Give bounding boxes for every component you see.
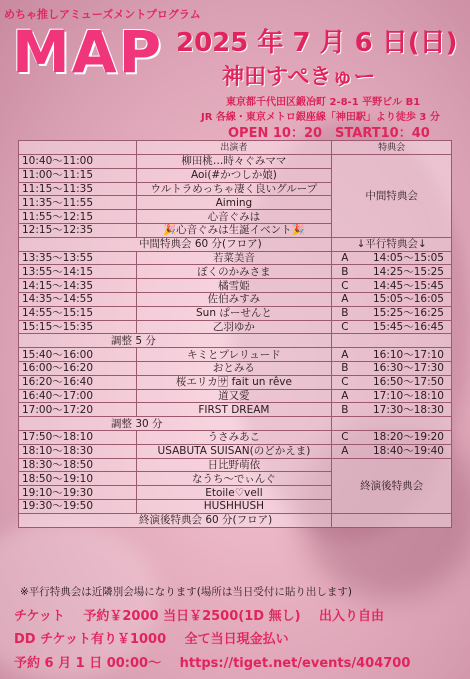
bonus-time: 16:10〜17:10 <box>372 348 444 361</box>
performer-name: 乙羽ゆか <box>136 320 332 334</box>
performer-name: 佐伯みすみ <box>136 292 332 306</box>
table-header-row <box>19 141 452 155</box>
performer-name: ウルトラめっちゃ凄く良いグループ <box>136 182 332 196</box>
table-row <box>19 320 452 334</box>
bonus-cell <box>332 251 452 265</box>
time-slot: 13:55〜14:15 <box>19 265 137 279</box>
ticket-url-link[interactable]: https://tiget.net/events/404700 <box>179 656 411 671</box>
time-slot: 11:15〜11:35 <box>19 182 137 196</box>
note-right-text: ↓平行特典会↓ <box>332 237 452 251</box>
venue-name: 神田すぺきゅー <box>222 65 376 90</box>
bonus-slot: B <box>341 307 349 320</box>
table-row <box>19 444 452 458</box>
bonus-slot: A <box>341 251 349 264</box>
reservation-start: 予約 6 月 1 日 00:00〜 <box>14 656 162 671</box>
time-slot: 14:15〜14:35 <box>19 279 137 293</box>
table-row <box>19 389 452 403</box>
time-slot: 16:20〜16:40 <box>19 375 137 389</box>
table-row <box>19 430 452 444</box>
time-slot: 19:30〜19:50 <box>19 499 137 513</box>
time-slot: 18:30〜18:50 <box>19 458 137 472</box>
time-slot: 16:00〜16:20 <box>19 361 137 375</box>
table-note-row <box>19 417 452 431</box>
time-slot: 11:00〜11:15 <box>19 168 137 182</box>
table-row <box>19 403 452 417</box>
note-text: 調整 30 分 <box>19 417 332 431</box>
time-slot: 18:50〜19:10 <box>19 472 137 486</box>
table-note-row <box>19 334 452 348</box>
bonus-slot: A <box>341 348 349 361</box>
bonus-time: 17:30〜18:30 <box>372 403 444 416</box>
performer-name: 道又愛 <box>136 389 332 403</box>
time-slot: 14:35〜14:55 <box>19 292 137 306</box>
venue-address: 東京都千代田区鍛冶町 2-8-1 平野ビル B1 <box>226 97 421 108</box>
time-slot: 17:00〜17:20 <box>19 403 137 417</box>
column-header-performer: 出演者 <box>136 141 332 155</box>
ticket-line <box>14 605 384 624</box>
bonus-slot: A <box>341 389 349 402</box>
bonus-slot: B <box>341 403 349 416</box>
dd-ticket-line <box>14 628 289 647</box>
performer-name: Sun ぱーせんと <box>136 306 332 320</box>
bonus-time: 18:20〜19:20 <box>372 431 444 444</box>
bonus-cell <box>332 348 452 362</box>
column-header-time <box>19 141 137 155</box>
bonus-time: 16:30〜17:30 <box>372 362 444 375</box>
table-row <box>19 251 452 265</box>
table-note-row <box>19 513 452 527</box>
bonus-cell <box>332 279 452 293</box>
performer-name: HUSHHUSH <box>136 499 332 513</box>
performer-name: なうち〜でぃんぐ <box>136 472 332 486</box>
performer-name: 桜エリカ🈂 fait un rêve <box>136 375 332 389</box>
open-start-time: OPEN 10：20 START10：40 <box>228 126 430 141</box>
bonus-cell <box>332 403 452 417</box>
bonus-cell <box>332 292 452 306</box>
table-note-row <box>19 237 452 251</box>
time-slot: 11:35〜11:55 <box>19 196 137 210</box>
note-right-text <box>332 334 452 348</box>
bonus-cell <box>332 430 452 444</box>
performer-name: 🎉心音ぐみは生誕イベント🎉 <box>136 223 332 237</box>
time-slot: 15:40〜16:00 <box>19 348 137 362</box>
performer-name: ぼくのかみさま <box>136 265 332 279</box>
performer-name: Aoi(#かつしか娘) <box>136 168 332 182</box>
bonus-slot: C <box>341 320 349 333</box>
table-row <box>19 265 452 279</box>
performer-name: 日比野萌依 <box>136 458 332 472</box>
mid-bonus-label: 中間特典会 <box>332 155 452 238</box>
ticket-entry-note: 出入り自由 <box>319 609 385 624</box>
bonus-cell <box>332 361 452 375</box>
note-right-text <box>332 417 452 431</box>
note-text: 終演後特典会 60 分(フロア) <box>19 513 332 527</box>
table-row <box>19 279 452 293</box>
time-slot: 18:10〜18:30 <box>19 444 137 458</box>
bonus-time: 14:45〜15:45 <box>372 279 444 292</box>
bonus-cell <box>332 375 452 389</box>
footnote: ※平行特典会は近隣別会場になります(場所は当日受付に貼り出します) <box>20 586 352 598</box>
bonus-slot: C <box>341 376 349 389</box>
bonus-cell <box>332 306 452 320</box>
tagline: めちゃ推しアミューズメントプログラム <box>4 8 201 21</box>
table-row <box>19 348 452 362</box>
performer-name: 若菜美音 <box>136 251 332 265</box>
event-date: 2025 年 7 月 6 日(日) <box>176 28 458 58</box>
dd-ticket-price: DD チケット有り￥1000 <box>14 632 167 647</box>
bonus-time: 15:05〜16:05 <box>372 293 444 306</box>
bonus-slot: A <box>341 445 349 458</box>
table-row <box>19 361 452 375</box>
table-row <box>19 306 452 320</box>
note-right-text <box>332 513 452 527</box>
performer-name: FIRST DREAM <box>136 403 332 417</box>
performer-name: うさみあこ <box>136 430 332 444</box>
performer-name: USABUTA SUISAN(のどかえま) <box>136 444 332 458</box>
performer-name: キミとプレリュード <box>136 348 332 362</box>
table-row <box>19 292 452 306</box>
performer-name: 橘雪姫 <box>136 279 332 293</box>
bonus-time: 15:45〜16:45 <box>372 320 444 333</box>
timetable <box>18 140 452 528</box>
table-row <box>19 375 452 389</box>
post-bonus-label: 終演後特典会 <box>332 458 452 513</box>
performer-name: おとみる <box>136 361 332 375</box>
ticket-label: チケット <box>14 609 65 624</box>
bonus-time: 14:05〜15:05 <box>372 251 444 264</box>
time-slot: 13:35〜13:55 <box>19 251 137 265</box>
performer-name: Aiming <box>136 196 332 210</box>
time-slot: 11:55〜12:15 <box>19 210 137 224</box>
header <box>0 0 470 150</box>
reservation-line <box>14 652 410 671</box>
table-row <box>19 458 452 472</box>
timetable-body <box>19 155 452 528</box>
time-slot: 14:55〜15:15 <box>19 306 137 320</box>
note-text: 調整 5 分 <box>19 334 332 348</box>
bonus-time: 18:40〜19:40 <box>372 445 444 458</box>
bonus-cell <box>332 444 452 458</box>
venue-access: JR 各線・東京メトロ銀座線「神田駅」より徒歩 3 分 <box>201 112 440 123</box>
bonus-slot: A <box>341 293 349 306</box>
bonus-cell <box>332 320 452 334</box>
bonus-cell <box>332 265 452 279</box>
payment-note: 全て当日現金払い <box>184 632 289 647</box>
note-text: 中間特典会 60 分(フロア) <box>19 237 332 251</box>
performer-name: 心音ぐみは <box>136 210 332 224</box>
time-slot: 19:10〜19:30 <box>19 486 137 500</box>
ticket-price: 予約￥2000 当日￥2500(1D 無し) <box>83 609 301 624</box>
bonus-slot: B <box>341 265 349 278</box>
time-slot: 17:50〜18:10 <box>19 430 137 444</box>
time-slot: 16:40〜17:00 <box>19 389 137 403</box>
bonus-slot: B <box>341 362 349 375</box>
bonus-time: 14:25〜15:25 <box>372 265 444 278</box>
bonus-slot: C <box>341 279 349 292</box>
column-header-bonus: 特典会 <box>332 141 452 155</box>
time-slot: 10:40〜11:00 <box>19 155 137 169</box>
page-title: MAP <box>12 18 164 86</box>
time-slot: 15:15〜15:35 <box>19 320 137 334</box>
time-slot: 12:15〜12:35 <box>19 223 137 237</box>
bonus-time: 17:10〜18:10 <box>372 389 444 402</box>
performer-name: 柳田桃…時々ぐみママ <box>136 155 332 169</box>
performer-name: Etoile♡vell <box>136 486 332 500</box>
bonus-slot: C <box>341 431 349 444</box>
bonus-cell <box>332 389 452 403</box>
bonus-time: 16:50〜17:50 <box>372 376 444 389</box>
table-row <box>19 155 452 169</box>
bonus-time: 15:25〜16:25 <box>372 307 444 320</box>
